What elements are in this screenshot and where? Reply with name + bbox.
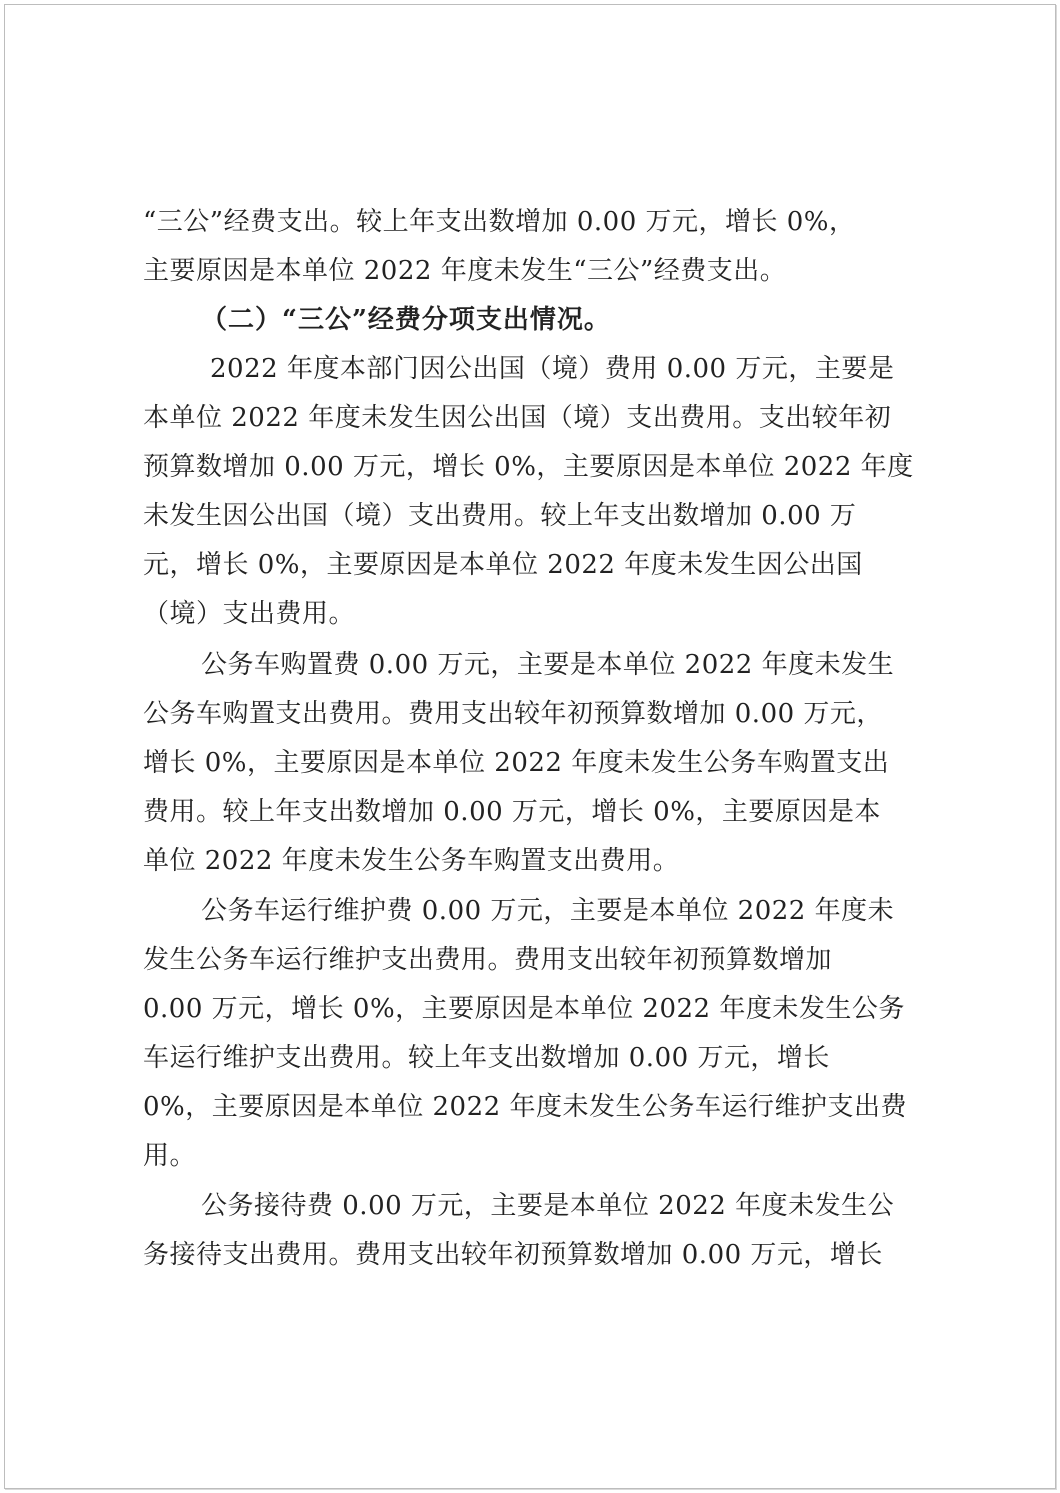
text-line: 车运行维护支出费用。较上年支出数增加 0.00 万元，增长 — [143, 1043, 830, 1073]
text-line: 未发生因公出国（境）支出费用。较上年支出数增加 0.00 万 — [143, 501, 857, 531]
text-line: 本单位 2022 年度未发生因公出国（境）支出费用。支出较年初 — [143, 403, 892, 433]
text-line: 单位 2022 年度未发生公务车购置支出费用。 — [143, 846, 680, 876]
text-line: 公务车购置费 0.00 万元，主要是本单位 2022 年度未发生 — [201, 650, 895, 680]
text-line: 费用。较上年支出数增加 0.00 万元，增长 0%，主要原因是本 — [143, 797, 881, 827]
text-line: 0%，主要原因是本单位 2022 年度未发生公务车运行维护支出费 — [143, 1092, 907, 1122]
text-line: 增长 0%，主要原因是本单位 2022 年度未发生公务车购置支出 — [143, 748, 890, 778]
text-line: （境）支出费用。 — [143, 599, 356, 629]
text-line: 用。 — [143, 1141, 197, 1171]
text-line: 0.00 万元，增长 0%，主要原因是本单位 2022 年度未发生公务 — [143, 994, 905, 1024]
text-line: 2022 年度本部门因公出国（境）费用 0.00 万元，主要是 — [210, 354, 895, 384]
section-heading: （二）“三公”经费分项支出情况。 — [201, 305, 611, 335]
text-line: “三公”经费支出。较上年支出数增加 0.00 万元，增长 0%， — [143, 207, 856, 237]
text-line: 发生公务车运行维护支出费用。费用支出较年初预算数增加 — [143, 945, 833, 975]
text-line: 务接待支出费用。费用支出较年初预算数增加 0.00 万元，增长 — [143, 1240, 883, 1270]
text-line: 公务车购置支出费用。费用支出较年初预算数增加 0.00 万元， — [143, 699, 883, 729]
text-line: 元，增长 0%，主要原因是本单位 2022 年度未发生因公出国 — [143, 550, 863, 580]
text-line: 公务接待费 0.00 万元，主要是本单位 2022 年度未发生公 — [201, 1191, 895, 1221]
text-line: 预算数增加 0.00 万元，增长 0%，主要原因是本单位 2022 年度 — [143, 452, 914, 482]
text-line: 公务车运行维护费 0.00 万元，主要是本单位 2022 年度未 — [201, 896, 895, 926]
text-line: 主要原因是本单位 2022 年度未发生“三公”经费支出。 — [143, 256, 787, 286]
